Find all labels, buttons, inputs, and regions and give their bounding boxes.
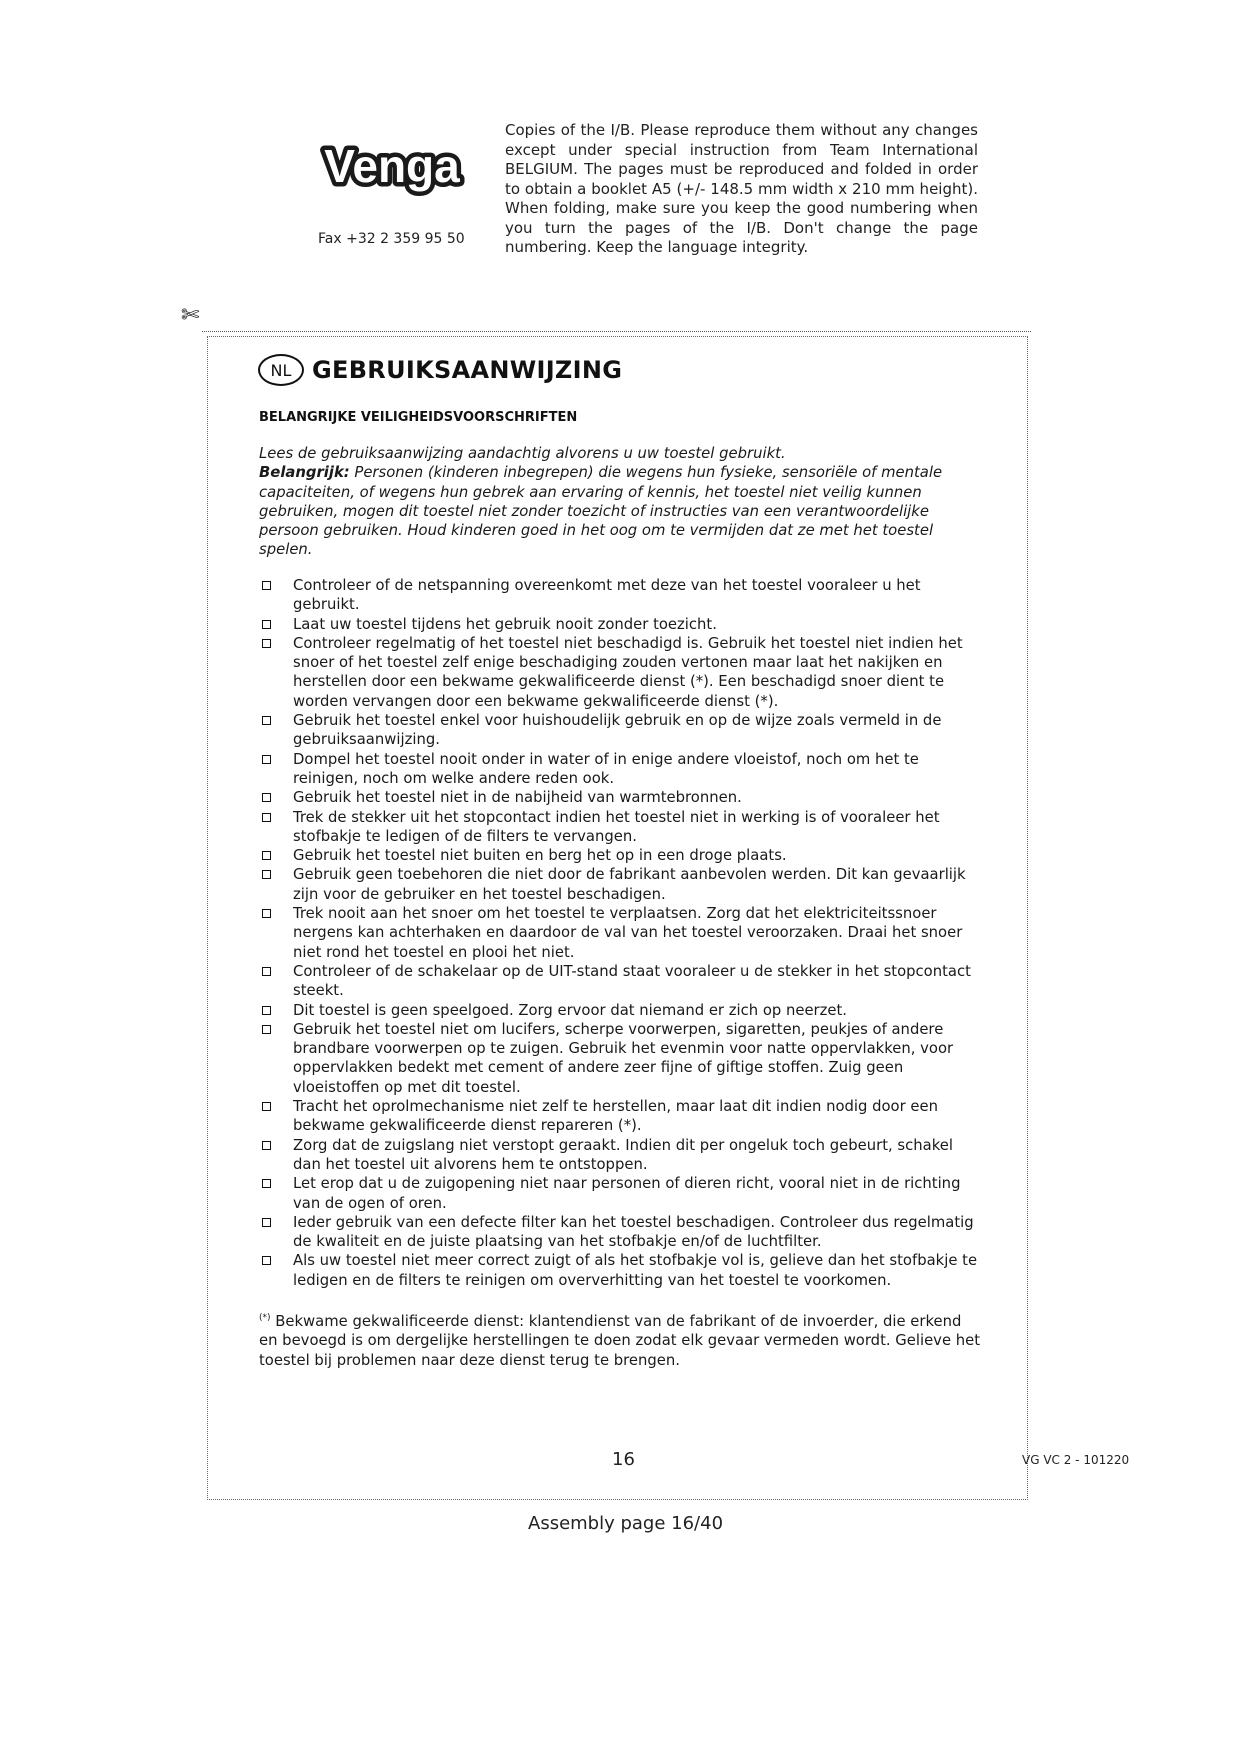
safety-rules-list [259, 576, 981, 1290]
list-item [259, 1213, 981, 1252]
list-item-text: Gebruik het toestel enkel voor huishoudelijk gebruik en op de wijze zoals vermeld in de gebruiksaanwijzing. [293, 712, 942, 749]
document-code: VG VC 2 - 101220 [1022, 1453, 1130, 1467]
important-text: Personen (kinderen inbegrepen) die wegens hun fysieke, sensoriële of mentale capaciteiten, of wegens hun gebrek aan ervaring of kennis, het toestel niet veilig kunnen gebruiken, mogen dit toestel niet zonder toezicht of instructies van een verantwoordelijke persoon gebruiken. Houd kinderen goed in het oog om te vermijden dat ze met het toestel spelen. [259, 464, 943, 559]
language-badge: NL [258, 354, 304, 386]
list-item [259, 846, 981, 865]
important-label: Belangrijk: [259, 464, 350, 482]
footnote-text: Bekwame gekwalificeerde dienst: klantendienst van de fabrikant of de invoerder, die erkend en bevoegd is om dergelijke herstellingen te doen zodat elk gevaar vermeden wordt. Gelieve het toestel bij problemen naar deze dienst terug te brengen. [259, 1312, 981, 1369]
list-item [259, 1001, 981, 1020]
print-notice: Copies of the I/B. Please reproduce them without any changes except under special instruction from Team International BELGIUM. The pages must be reproduced and folded in order to obtain a booklet A5 (+/- 148.5 mm width x 210 mm height). When folding, make sure you keep the good numbering when you turn the pages of the I/B. Don't change the page numbering. Keep the language integrity. [505, 121, 978, 256]
list-item [259, 962, 981, 1001]
list-item-text: Gebruik geen toebehoren die niet door de fabrikant aanbevolen werden. Dit kan gevaarlijk zijn voor de gebruiker en het toestel beschadigen. [293, 866, 966, 903]
checkbox-bullet-icon [262, 581, 271, 590]
list-item-text: Controleer regelmatig of het toestel niet beschadigd is. Gebruik het toestel niet indien het snoer of het toestel zelf enige beschadiging zouden vertonen maar laat het nakijken en herstellen door een bekwame gekwalificeerde dienst (*). Een beschadigd snoer dient te worden vervangen door een bekwame gekwalificeerde dienst (*). [293, 634, 963, 710]
list-item [259, 1251, 981, 1290]
footnote-mark: (*) [259, 1313, 271, 1323]
section-heading: BELANGRIJKE VEILIGHEIDSVOORSCHRIFTEN [259, 410, 578, 425]
checkbox-bullet-icon [262, 870, 271, 879]
fax-number: Fax +32 2 359 95 50 [318, 231, 465, 247]
manual-heading: GEBRUIKSAANWIJZING [312, 356, 623, 384]
scissors-icon: ✄ [181, 303, 200, 328]
list-item-text: Als uw toestel niet meer correct zuigt of als het stofbakje vol is, gelieve dan het stofbakje te ledigen en de filters te reinigen om oververhitting van het toestel te voorkomen. [293, 1252, 978, 1289]
list-item-text: Dompel het toestel nooit onder in water of in enige andere vloeistof, noch om het te reinigen, noch om welke andere reden ook. [293, 750, 919, 787]
list-item [259, 750, 981, 789]
list-item-text: Controleer of de schakelaar op de UIT-stand staat vooraleer u de stekker in het stopcontact steekt. [293, 962, 971, 1000]
checkbox-bullet-icon [262, 1141, 271, 1150]
checkbox-bullet-icon [262, 1102, 271, 1111]
list-item [259, 634, 981, 711]
checkbox-bullet-icon [262, 1025, 271, 1034]
list-item [259, 1097, 981, 1136]
list-item [259, 576, 981, 615]
list-item-text: Controleer of de netspanning overeenkomt met deze van het toestel vooraleer u het gebruikt. [293, 577, 921, 614]
page-number: 16 [612, 1449, 635, 1470]
assembly-page-label: Assembly page 16/40 [528, 1513, 724, 1534]
list-item [259, 904, 981, 962]
list-item-text: Trek de stekker uit het stopcontact indien het toestel niet in werking is of vooraleer het stofbakje te ledigen of de filters te vervangen. [293, 808, 940, 845]
list-item [259, 615, 981, 634]
venga-logo [312, 138, 472, 208]
checkbox-bullet-icon [262, 620, 271, 629]
list-item-text: Let erop dat u de zuigopening niet naar personen of dieren richt, vooral niet in de richting van de ogen of oren. [293, 1175, 961, 1212]
manual-title [258, 354, 622, 386]
list-item [259, 865, 981, 904]
list-item [259, 1020, 981, 1097]
important-paragraph [259, 463, 981, 559]
cut-line [202, 331, 1031, 332]
list-item-text: Dit toestel is geen speelgoed. Zorg ervoor dat niemand er zich op neerzet. [293, 1001, 848, 1019]
list-item-text: Trek nooit aan het snoer om het toestel te verplaatsen. Zorg dat het elektriciteitssnoer nergens kan achterhaken en daardoor de val van het toestel veroorzaken. Draai het snoer niet rond het toestel en plooi het niet. [293, 905, 963, 961]
list-item-text: Gebruik het toestel niet om lucifers, scherpe voorwerpen, sigaretten, peukjes of andere brandbare voorwerpen op te zuigen. Gebruik het evenmin voor natte oppervlakken, voor oppervlakken bedekt met cement of andere zeer fijne of giftige stoffen. Zuig geen vloeistoffen op met dit toestel. [293, 1020, 954, 1096]
venga-logo-graphic [312, 138, 472, 208]
checkbox-bullet-icon [262, 1256, 271, 1265]
list-item [259, 1174, 981, 1213]
checkbox-bullet-icon [262, 909, 271, 918]
list-item-text: Gebruik het toestel niet buiten en berg het op in een droge plaats. [293, 847, 787, 865]
logo-text: Venga [324, 140, 460, 192]
checkbox-bullet-icon [262, 967, 271, 976]
list-item [259, 788, 981, 807]
intro-text [259, 444, 981, 560]
list-item-text: Gebruik het toestel niet in de nabijheid van warmtebronnen. [293, 789, 742, 807]
footnote [259, 1309, 981, 1370]
list-item [259, 808, 981, 847]
checkbox-bullet-icon [262, 813, 271, 822]
list-item-text: Zorg dat de zuigslang niet verstopt geraakt. Indien dit per ongeluk toch gebeurt, schakel dan het toestel uit alvorens hem te ontstoppen. [293, 1136, 953, 1173]
list-item [259, 1136, 981, 1175]
checkbox-bullet-icon [262, 639, 271, 648]
checkbox-bullet-icon [262, 793, 271, 802]
list-item-text: Tracht het oprolmechanisme niet zelf te herstellen, maar laat dit indien nodig door een bekwame gekwalificeerde dienst repareren (*). [293, 1098, 938, 1135]
checkbox-bullet-icon [262, 1006, 271, 1015]
checkbox-bullet-icon [262, 851, 271, 860]
checkbox-bullet-icon [262, 1218, 271, 1227]
checkbox-bullet-icon [262, 716, 271, 725]
list-item-text: Ieder gebruik van een defecte filter kan het toestel beschadigen. Controleer dus regelmatig de kwaliteit en de juiste plaatsing van het stofbakje en/of de luchtfilter. [293, 1213, 974, 1251]
checkbox-bullet-icon [262, 1179, 271, 1188]
list-item-text: Laat uw toestel tijdens het gebruik nooit zonder toezicht. [293, 615, 717, 633]
intro-line: Lees de gebruiksaanwijzing aandachtig alvorens u uw toestel gebruikt. [259, 445, 786, 462]
checkbox-bullet-icon [262, 755, 271, 764]
list-item [259, 711, 981, 750]
